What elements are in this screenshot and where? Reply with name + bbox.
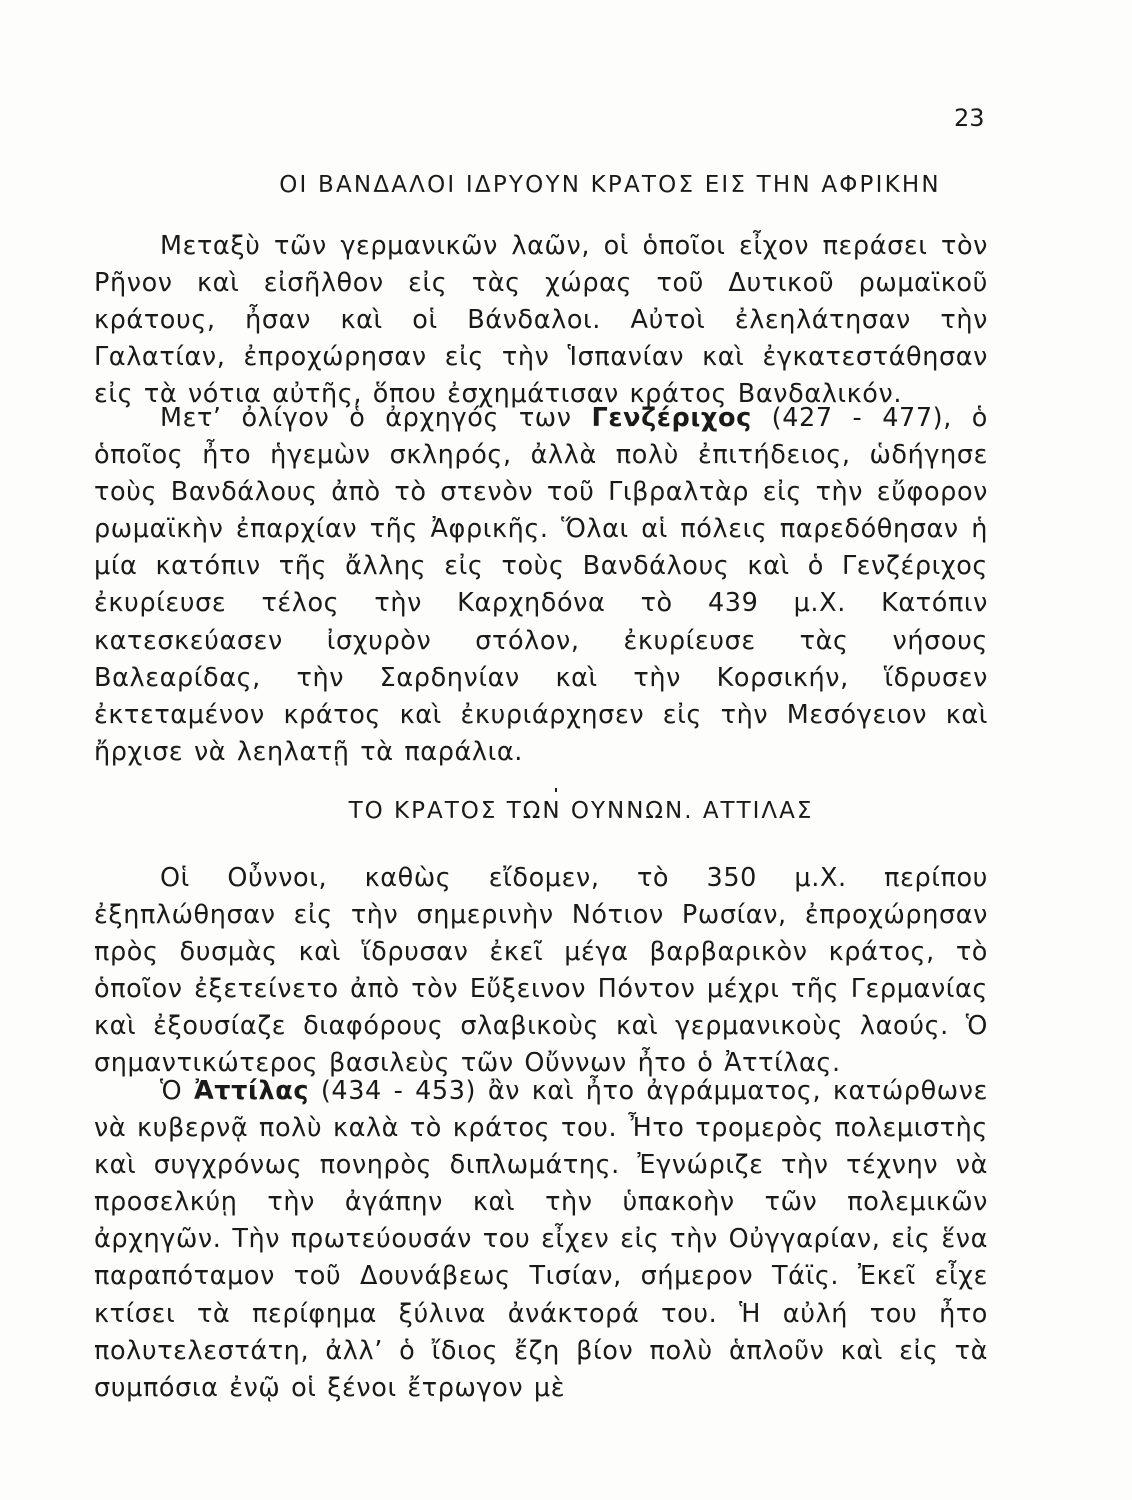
print-mark xyxy=(555,788,557,792)
bold-name-attila: Ἀττίλας xyxy=(193,1076,310,1106)
paragraph-attila xyxy=(94,1073,988,1407)
paragraph-huns-intro: Οἱ Οὖννοι, καθὼς εἴδομεν, τὸ 350 μ.Χ. περίπου ἐξηπλώθησαν εἰς τὴν σημερινὴν Νότιον Ρωσίαν, ἐπροχώρησαν πρὸς δυσμὰς καὶ ἵδρυσαν ἐκεῖ μέγα βαρβαρικὸν κράτος, τὸ ὁποῖον ἐξετείνετο ἀπὸ τὸν Εὔξεινον Πόντον μέχρι τῆς Γερμανίας καὶ ἐξουσίαζε διαφόρους σλαβικοὺς καὶ γερμανικοὺς λαούς. Ὁ σημαντικώτερος βασιλεὺς τῶν Οὔννων ἦτο ὁ Ἀττίλας. xyxy=(94,863,988,1079)
section-heading-huns: ΤΟ ΚΡΑΤΟΣ ΤΩΝ ΟΥΝΝΩΝ. ΑΤΤΙΛΑΣ xyxy=(348,798,814,824)
bold-name-genseric: Γενζέριχος xyxy=(591,403,752,433)
section-heading-vandals: ΟΙ ΒΑΝΔΑΛΟΙ ΙΔΡΥΟΥΝ ΚΡΑΤΟΣ ΕΙΣ ΤΗΝ ΑΦΡΙΚΗΝ xyxy=(279,172,941,198)
paragraph-text: Ὁ xyxy=(160,1076,194,1106)
paragraph-vandals-intro: Μεταξὺ τῶν γερμανικῶν λαῶν, οἱ ὁποῖοι εἶχον περάσει τὸν Ρῆνον καὶ εἰσῆλθον εἰς τὰς χώρας τοῦ Δυτικοῦ ρωμαϊκοῦ κράτους, ἦσαν καὶ οἱ Βάνδαλοι. Αὐτοὶ ἐλεηλάτησαν τὴν Γαλατίαν, ἐπροχώρησαν εἰς τὴν Ἱσπανίαν καὶ ἐγκατεστάθησαν εἰς τὰ νότια αὐτῆς, ὅπου ἐσχημάτισαν κράτος Βανδαλικόν. xyxy=(94,231,988,410)
paragraph-genseric xyxy=(94,400,988,771)
paragraph-text: Μετ’ ὀλίγον ὁ ἀρχηγός των xyxy=(160,403,592,433)
paragraph-text: (434 - 453) ἂν καὶ ἦτο ἀγράμματος, κατώρθωνε νὰ κυβερνᾷ πολὺ καλὰ τὸ κράτος του. Ἦτο τρομερὸς πολεμιστὴς καὶ συγχρόνως πονηρὸς διπλωμάτης. Ἐγνώριζε τὴν τέχνην νὰ προσελκύῃ τὴν ἀγάπην καὶ τὴν ὑπακοὴν τῶν πολεμικῶν ἀρχηγῶν. Τὴν πρωτεύουσάν του εἶχεν εἰς τὴν Οὐγγαρίαν, εἰς ἕνα παραπόταμον τοῦ Δουνάβεως Τισίαν, σήμερον Τάϊς. Ἐκεῖ εἶχε κτίσει τὰ περίφημα ξύλινα ἀνάκτορά του. Ἡ αὐλή του ἦτο πολυτελεστάτη, ἀλλ’ ὁ ἴδιος ἔζη βίον πολὺ ἁπλοῦν καὶ εἰς τὰ συμπόσια ἐνῷ οἱ ξένοι ἔτρωγον μὲ xyxy=(94,1076,988,1403)
page-number: 23 xyxy=(954,104,985,132)
paragraph-text: (427 - 477), ὁ ὁποῖος ἦτο ἡγεμὼν σκληρός, ἀλλὰ πολὺ ἐπιτήδειος, ὡδήγησε τοὺς Βανδάλους ἀπὸ τὸ στενὸν τοῦ Γιβραλτὰρ εἰς τὴν εὔφορον ρωμαϊκὴν ἐπαρχίαν τῆς Ἀφρικῆς. Ὅλαι αἱ πόλεις παρεδόθησαν ἡ μία κατόπιν τῆς ἄλλης εἰς τοὺς Βανδάλους καὶ ὁ Γενζέριχος ἐκυρίευσε τέλος τὴν Καρχηδόνα τὸ 439 μ.Χ. Κατόπιν κατεσκεύασεν ἰσχυρὸν στόλον, ἐκυρίευσε τὰς νήσους Βαλεαρίδας, τὴν Σαρδηνίαν καὶ τὴν Κορσικήν, ἵδρυσεν ἐκτεταμένον κράτος καὶ ἐκυριάρχησεν εἰς τὴν Μεσόγειον καὶ ἤρχισε νὰ λεηλατῇ τὰ παράλια. xyxy=(94,403,988,767)
